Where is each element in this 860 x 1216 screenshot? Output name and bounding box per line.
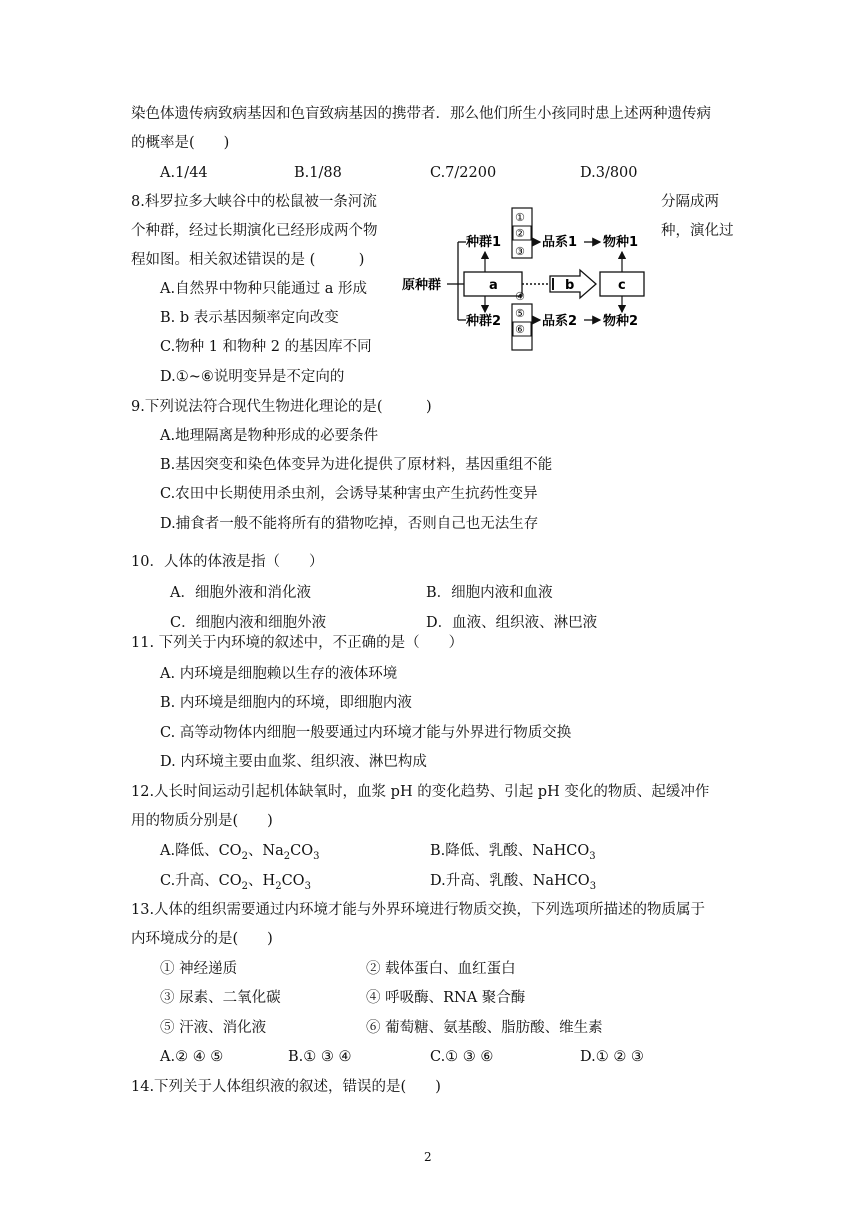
- q10-option-c: C．细胞内液和细胞外液: [170, 615, 327, 631]
- q8-line2-right: 种，演化过: [661, 223, 734, 239]
- q7-line1: 染色体遗传病致病基因和色盲致病基因的携带者．那么他们所生小孩同时患上述两种遗传病: [131, 106, 711, 122]
- q12-line2: 用的物质分别是( ): [131, 813, 273, 829]
- q9-option-b: B.基因突变和染色体变异为进化提供了原材料，基因重组不能: [160, 457, 553, 473]
- q8-line1-left: 8.科罗拉多大峡谷中的松鼠被一条河流: [131, 194, 377, 210]
- q13-line1: 13.人体的组织需要通过内环境才能与外界环境进行物质交换，下列选项所描述的物质属于: [131, 902, 706, 918]
- q11-option-a: A. 内环境是细胞赖以生存的液体环境: [160, 666, 398, 682]
- diagram-strain2-label: 品系2: [542, 314, 578, 329]
- q13-option-c: C.① ③ ⑥: [430, 1049, 494, 1065]
- diagram-pop2-label: 种群2: [466, 314, 502, 329]
- q12-option-d: D.升高、乳酸、NaHCO$_3$: [430, 873, 597, 892]
- q11-option-c: C. 高等动物体内细胞一般要通过内环境才能与外界进行物质交换: [160, 725, 572, 741]
- q13-item-6: ⑥ 葡萄糖、氨基酸、脂肪酸、维生素: [366, 1020, 603, 1036]
- q12-option-a: A.降低、$CO_2$、$Na_2CO_3$: [160, 843, 320, 862]
- q9-option-c: C.农田中长期使用杀虫剂，会诱导某种害虫产生抗药性变异: [160, 486, 538, 502]
- q9-option-a: A.地理隔离是物种形成的必要条件: [160, 428, 379, 444]
- diagram-species2-label: 物种2: [603, 314, 639, 329]
- q13-item-1: ① 神经递质: [160, 961, 238, 977]
- q7-option-a: A.1/44: [160, 165, 208, 181]
- q13-option-b: B.① ③ ④: [288, 1049, 352, 1065]
- diagram-mark-1: ①: [515, 211, 525, 224]
- q7-option-b: B.1/88: [294, 165, 342, 181]
- q13-item-4: ④ 呼吸酶、RNA 聚合酶: [366, 990, 526, 1006]
- q9-stem: 9.下列说法符合现代生物进化理论的是( ): [131, 399, 432, 415]
- q10-option-b: B．细胞内液和血液: [426, 585, 553, 601]
- diagram-mark-4: ④: [515, 290, 525, 303]
- diagram-mark-6: ⑥: [515, 323, 525, 336]
- q12-option-b: B.降低、乳酸、NaHCO$_3$: [430, 843, 596, 862]
- diagram-strain1-label: 品系1: [542, 235, 578, 250]
- q11-option-b: B. 内环境是细胞内的环境，即细胞内液: [160, 695, 412, 711]
- q13-line2: 内环境成分的是( ): [131, 931, 273, 947]
- evolution-diagram: [400, 200, 660, 355]
- diagram-origin-label: 原种群: [402, 278, 442, 293]
- q13-item-5: ⑤ 汗液、消化液: [160, 1020, 267, 1036]
- diagram-mark-3: ③: [515, 245, 525, 258]
- q9-option-d: D.捕食者一般不能将所有的猎物吃掉，否则自己也无法生存: [160, 516, 539, 532]
- q8-line3: 程如图。相关叙述错误的是 ( ): [131, 252, 365, 268]
- q10-option-a: A．细胞外液和消化液: [170, 585, 311, 601]
- q10-stem: 10．人体的体液是指（ ）: [131, 554, 324, 570]
- diagram-pop1-label: 种群1: [466, 235, 502, 250]
- q13-option-a: A.② ④ ⑤: [160, 1049, 224, 1065]
- diagram-b-label: b: [565, 278, 575, 293]
- diagram-species1-label: 物种1: [603, 235, 639, 250]
- q8-line2-left: 个种群，经过长期演化已经形成两个物: [131, 223, 378, 239]
- q10-option-d: D．血液、组织液、淋巴液: [426, 615, 598, 631]
- q13-item-3: ③ 尿素、二氧化碳: [160, 990, 281, 1006]
- q8-line1-right: 分隔成两: [661, 194, 719, 210]
- q8-option-a: A.自然界中物种只能通过 a 形成: [160, 281, 367, 297]
- diagram-mark-2: ②: [515, 227, 525, 240]
- diagram-mark-5: ⑤: [515, 307, 525, 320]
- q7-option-d: D.3/800: [580, 165, 638, 181]
- q12-line1: 12.人长时间运动引起机体缺氧时，血浆 pH 的变化趋势、引起 pH 变化的物质、起缓冲作: [131, 784, 710, 800]
- q13-option-d: D.① ② ③: [580, 1049, 644, 1065]
- q8-option-b: B. b 表示基因频率定向改变: [160, 310, 339, 326]
- q11-option-d: D. 内环境主要由血浆、组织液、淋巴构成: [160, 754, 427, 770]
- diagram-a-label: a: [489, 278, 498, 293]
- q8-option-d: D.①~⑥说明变异是不定向的: [160, 369, 345, 385]
- q12-option-c: C.升高、$CO_2$、$H_2CO_3$: [160, 873, 311, 892]
- q14-stem: 14.下列关于人体组织液的叙述，错误的是( ): [131, 1079, 441, 1095]
- q13-item-2: ② 载体蛋白、血红蛋白: [366, 961, 516, 977]
- diagram-c-label: c: [618, 278, 626, 293]
- page-number: 2: [424, 1150, 432, 1164]
- q7-option-c: C.7/2200: [430, 165, 497, 181]
- q7-line2: 的概率是( ): [131, 135, 230, 151]
- q8-option-c: C.物种 1 和物种 2 的基因库不同: [160, 339, 372, 355]
- q11-stem: 11. 下列关于内环境的叙述中，不正确的是（ ）: [131, 635, 464, 651]
